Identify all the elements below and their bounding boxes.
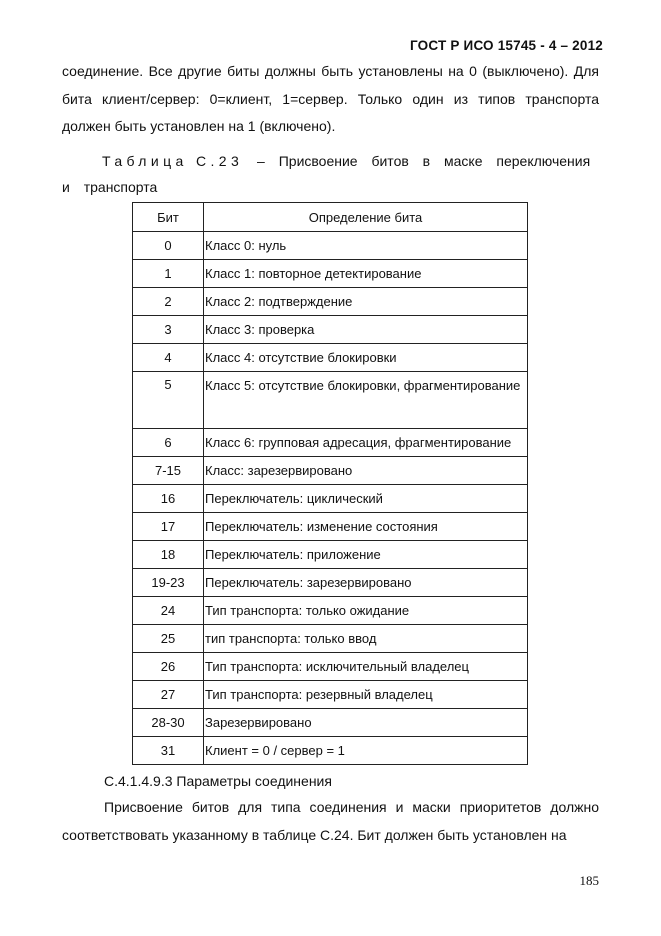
table-row bbox=[133, 569, 528, 597]
table-row bbox=[133, 653, 528, 681]
bit-cell: 24 bbox=[133, 597, 204, 625]
bit-cell: 6 bbox=[133, 429, 204, 457]
definition-cell: Переключатель: приложение bbox=[204, 541, 528, 569]
definition-cell: Зарезервировано bbox=[204, 709, 528, 737]
table-row bbox=[133, 625, 528, 653]
table-row bbox=[133, 232, 528, 260]
definition-cell: Тип транспорта: только ожидание bbox=[204, 597, 528, 625]
bit-assignment-table bbox=[132, 202, 528, 765]
document-header: ГОСТ Р ИСО 15745 - 4 – 2012 bbox=[410, 38, 603, 53]
closing-paragraph bbox=[62, 794, 599, 849]
table-caption-label: Таблица С.23 bbox=[102, 153, 244, 169]
table-row bbox=[133, 709, 528, 737]
table-row bbox=[133, 681, 528, 709]
table-caption bbox=[62, 148, 599, 200]
table-row bbox=[133, 457, 528, 485]
table-caption-text: – Присвоение битов в маске переключения и транспорта bbox=[62, 153, 591, 195]
table-row bbox=[133, 260, 528, 288]
bit-cell: 31 bbox=[133, 737, 204, 765]
definition-cell: Класс: зарезервировано bbox=[204, 457, 528, 485]
definition-cell: Тип транспорта: исключительный владелец bbox=[204, 653, 528, 681]
bit-cell: 26 bbox=[133, 653, 204, 681]
bit-cell: 18 bbox=[133, 541, 204, 569]
bit-cell: 1 bbox=[133, 260, 204, 288]
section-heading: С.4.1.4.9.3 Параметры соединения bbox=[104, 773, 332, 789]
table-header-row bbox=[133, 203, 528, 232]
definition-cell: Класс 0: нуль bbox=[204, 232, 528, 260]
table-row bbox=[133, 316, 528, 344]
table-row bbox=[133, 513, 528, 541]
table-row bbox=[133, 541, 528, 569]
bit-cell: 7-15 bbox=[133, 457, 204, 485]
bit-cell: 17 bbox=[133, 513, 204, 541]
bit-cell: 19-23 bbox=[133, 569, 204, 597]
definition-cell: Класс 3: проверка bbox=[204, 316, 528, 344]
definition-cell: Переключатель: зарезервировано bbox=[204, 569, 528, 597]
bit-cell: 25 bbox=[133, 625, 204, 653]
table-row bbox=[133, 288, 528, 316]
definition-cell: Класс 4: отсутствие блокировки bbox=[204, 344, 528, 372]
bit-cell: 0 bbox=[133, 232, 204, 260]
bit-cell: 28-30 bbox=[133, 709, 204, 737]
bit-cell: 3 bbox=[133, 316, 204, 344]
definition-cell: Класс 2: подтверждение bbox=[204, 288, 528, 316]
table-row bbox=[133, 597, 528, 625]
definition-cell: тип транспорта: только ввод bbox=[204, 625, 528, 653]
bit-cell: 16 bbox=[133, 485, 204, 513]
table-row bbox=[133, 372, 528, 429]
table-row bbox=[133, 737, 528, 765]
bit-cell: 5 bbox=[133, 372, 204, 429]
table-row bbox=[133, 344, 528, 372]
definition-cell: Переключатель: циклический bbox=[204, 485, 528, 513]
table-row bbox=[133, 485, 528, 513]
definition-cell: Класс 5: отсутствие блокировки, фрагментирование bbox=[204, 372, 528, 429]
definition-cell: Класс 1: повторное детектирование bbox=[204, 260, 528, 288]
page-number: 185 bbox=[579, 873, 599, 888]
definition-cell: Тип транспорта: резервный владелец bbox=[204, 681, 528, 709]
intro-paragraph: соединение. Все другие биты должны быть установлены на 0 (выключено). Для бита клиент/сервер: 0=клиент, 1=сервер. Только один из типов транспорта должен быть установлен на 1 (включено). bbox=[62, 63, 599, 134]
definition-cell: Класс 6: групповая адресация, фрагментирование bbox=[204, 429, 528, 457]
definition-cell: Клиент = 0 / сервер = 1 bbox=[204, 737, 528, 765]
column-header-bit: Бит bbox=[133, 203, 204, 232]
bit-cell: 2 bbox=[133, 288, 204, 316]
definition-cell: Переключатель: изменение состояния bbox=[204, 513, 528, 541]
column-header-definition: Определение бита bbox=[204, 203, 528, 232]
bit-cell: 4 bbox=[133, 344, 204, 372]
closing-paragraph-text: Присвоение битов для типа соединения и маски приоритетов должно соответствовать указанному в таблице С.24. Бит должен быть установлен на bbox=[62, 799, 599, 843]
table-row bbox=[133, 429, 528, 457]
bit-cell: 27 bbox=[133, 681, 204, 709]
